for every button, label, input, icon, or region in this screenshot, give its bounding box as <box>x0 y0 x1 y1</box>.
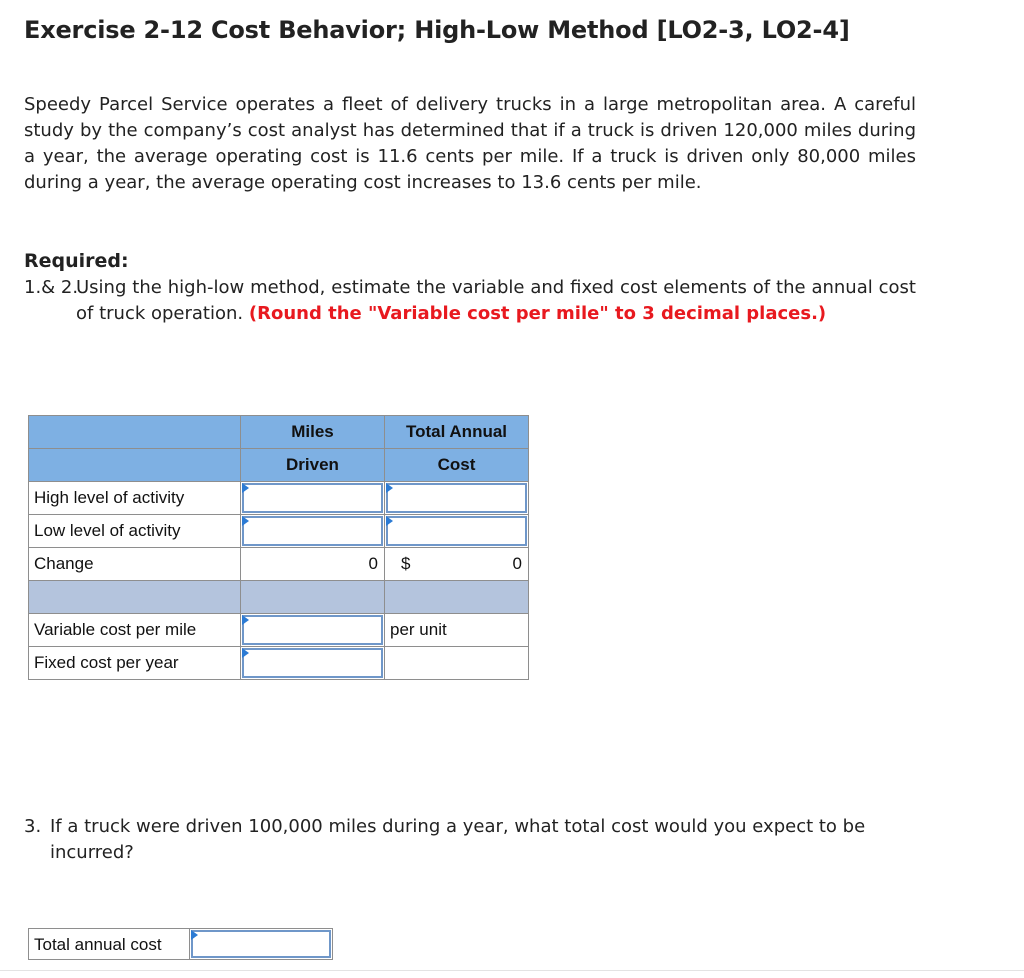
change-cost-cell <box>385 548 529 581</box>
low-miles-cell <box>241 515 385 548</box>
high-miles-cell <box>241 482 385 515</box>
input-marker-icon <box>242 516 249 526</box>
total-annual-cost-row <box>28 928 333 960</box>
rounding-instruction: (Round the "Variable cost per mile" to 3 decimal places.) <box>248 303 827 324</box>
high-miles-input[interactable] <box>242 483 383 513</box>
header-cost-bottom: Cost <box>385 449 529 482</box>
currency-symbol: $ <box>401 554 411 573</box>
table-row-high <box>29 482 529 515</box>
low-cost-input[interactable] <box>386 516 527 546</box>
row-label-variable: Variable cost per mile <box>29 614 241 647</box>
header-blank-cell <box>29 449 241 482</box>
header-miles-top: Miles <box>241 416 385 449</box>
question-3 <box>24 814 924 866</box>
table-row-variable <box>29 614 529 647</box>
total-annual-cost-label: Total annual cost <box>28 928 190 960</box>
input-marker-icon <box>386 516 393 526</box>
empty-cell <box>385 647 529 680</box>
high-cost-cell <box>385 482 529 515</box>
input-marker-icon <box>242 615 249 625</box>
input-marker-icon <box>242 483 249 493</box>
table-row-change <box>29 548 529 581</box>
total-annual-cost-input[interactable] <box>191 930 331 958</box>
header-cost-top: Total Annual <box>385 416 529 449</box>
change-miles-value: 0 <box>241 548 385 581</box>
table-row-low <box>29 515 529 548</box>
separator-row <box>29 581 529 614</box>
variable-cost-cell <box>241 614 385 647</box>
fixed-cost-cell <box>241 647 385 680</box>
problem-description: Speedy Parcel Service operates a fleet of delivery trucks in a large metropolitan area. A careful study by the company’s cost analyst has determined that if a truck is driven 120,000 miles during a year, the average operating cost is 11.6 cents per mile. If a truck is driven only 80,000 miles during a year, the average operating cost increases to 13.6 cents per mile. <box>24 94 916 193</box>
variable-cost-input[interactable] <box>242 615 383 645</box>
separator-cell <box>241 581 385 614</box>
total-annual-cost-cell <box>190 928 333 960</box>
table-row-fixed <box>29 647 529 680</box>
question-text: If a truck were driven 100,000 miles during a year, what total cost would you expect to be incurred? <box>50 816 866 863</box>
high-cost-input[interactable] <box>386 483 527 513</box>
input-marker-icon <box>386 483 393 493</box>
per-unit-label: per unit <box>385 614 529 647</box>
bottom-divider <box>0 970 1024 971</box>
exercise-title: Exercise 2-12 Cost Behavior; High-Low Method [LO2-3, LO2-4] <box>24 16 850 44</box>
low-miles-input[interactable] <box>242 516 383 546</box>
question-number: 3. <box>24 816 42 837</box>
header-blank-cell <box>29 416 241 449</box>
row-label-low: Low level of activity <box>29 515 241 548</box>
row-label-fixed: Fixed cost per year <box>29 647 241 680</box>
low-cost-cell <box>385 515 529 548</box>
input-marker-icon <box>191 930 198 940</box>
high-low-table <box>28 415 529 680</box>
separator-cell <box>29 581 241 614</box>
input-marker-icon <box>242 648 249 658</box>
question-1-2 <box>24 275 916 327</box>
row-label-high: High level of activity <box>29 482 241 515</box>
header-row-2 <box>29 449 529 482</box>
change-cost-value: 0 <box>512 554 522 573</box>
header-miles-bottom: Driven <box>241 449 385 482</box>
header-row-1 <box>29 416 529 449</box>
fixed-cost-input[interactable] <box>242 648 383 678</box>
row-label-change: Change <box>29 548 241 581</box>
required-heading: Required: <box>24 250 129 272</box>
question-number: 1.& 2. <box>24 277 79 298</box>
separator-cell <box>385 581 529 614</box>
question-text: Using the high-low method, estimate the variable and fixed cost elements of the annual cost of truck operation. (Round the "Variable cost per mile" to 3 decimal places.) <box>76 277 916 324</box>
